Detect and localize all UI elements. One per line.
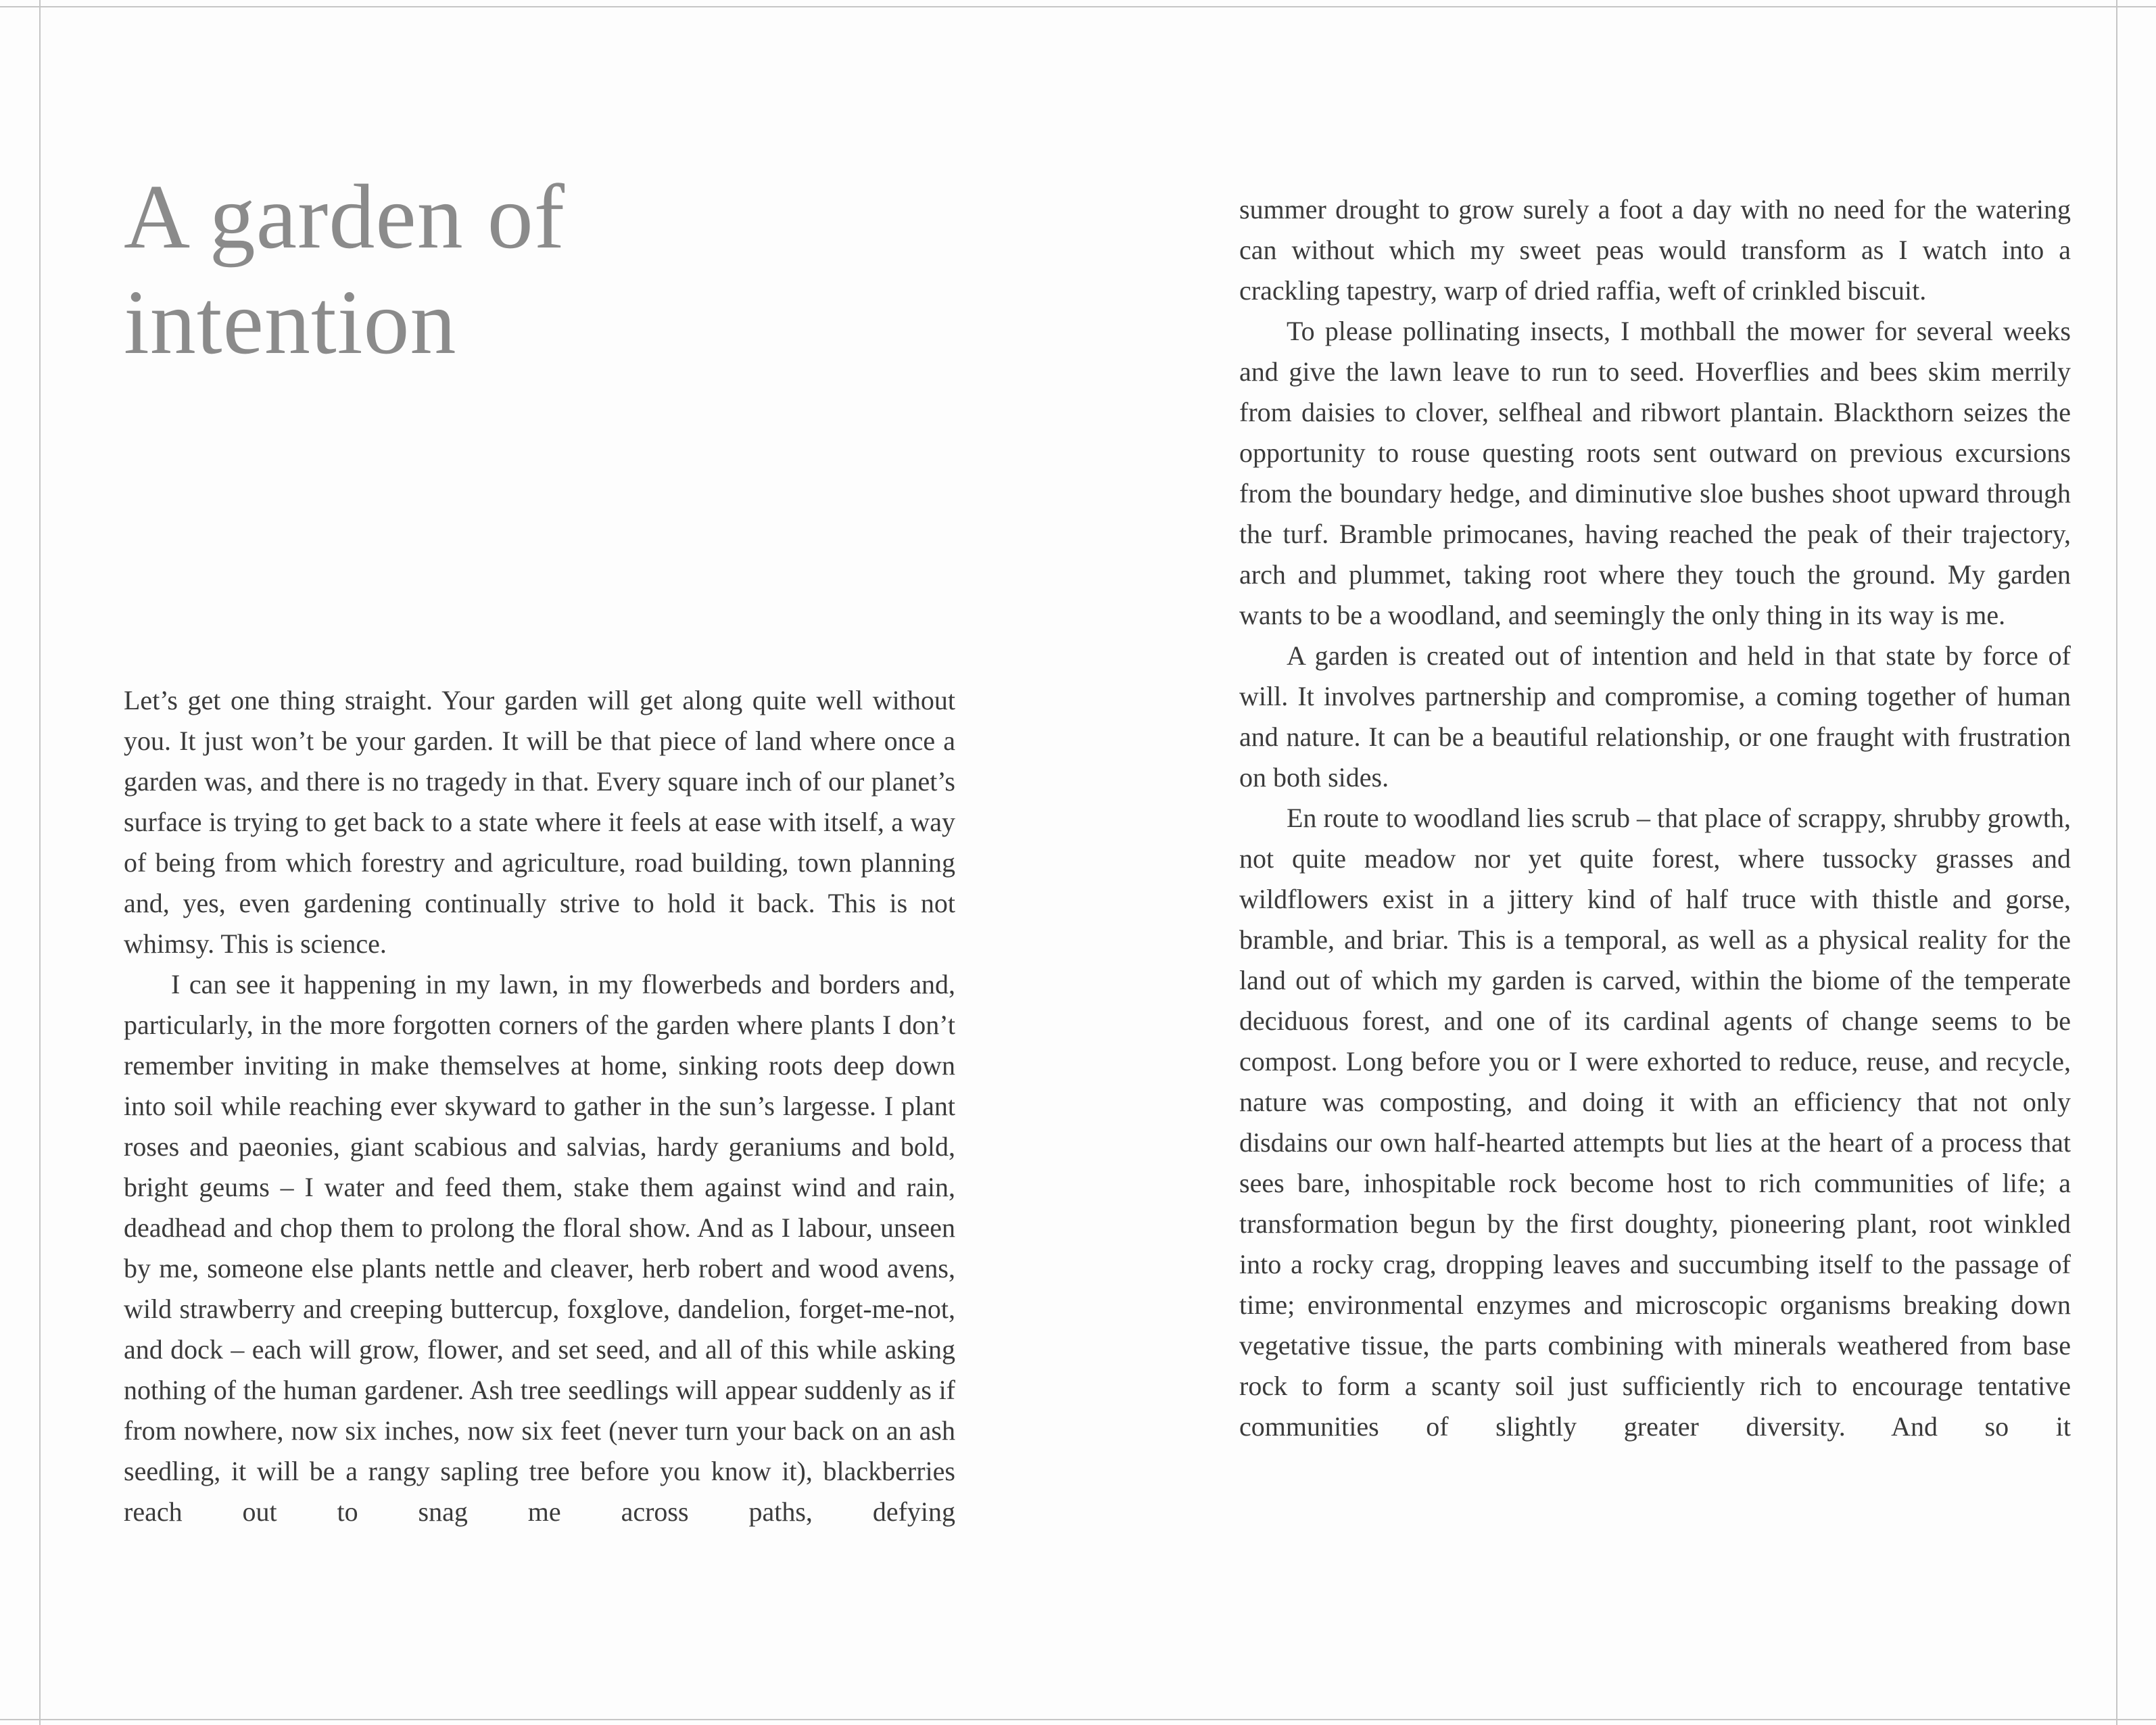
paragraph: To please pollinating insects, I mothball the mower for several weeks and give the lawn leave to run to seed. Hoverflies and bees skim merrily from daisies to clover, selfheal and ribwort plantain. Blackthorn seizes the opportunity to rouse questing roots sent outward on previous excursions from the boundary hedge, and diminutive sloe bushes shoot upward through the turf. Bramble primocanes, having reached the peak of their trajectory, arch and plummet, taking root where they touch the ground. My garden wants to be a woodland, and seemingly the only thing in its way is me.: [1239, 316, 2071, 630]
paragraph: A garden is created out of intention and held in that state by force of will. It involves partnership and compromise, a coming together of human and nature. It can be a beautiful relationship, or one fraught with frustration on both sides.: [1239, 640, 2071, 793]
page-edge-right: [2116, 0, 2117, 1725]
right-text-column: [1239, 189, 2071, 1447]
chapter-title-line-1: A garden of: [124, 166, 566, 268]
paragraph: summer drought to grow surely a foot a day with no need for the watering can without which my sweet peas would transform as I watch into a crackling tapestry, warp of dried raffia, weft of crinkled biscuit.: [1239, 194, 2071, 306]
paragraph: I can see it happening in my lawn, in my flowerbeds and borders and, particularly, in the more forgotten corners of the garden where plants I don’t remember inviting in make themselves at home, sinking roots deep down into soil while reaching ever skyward to gather in the sun’s largesse. I plant roses and paeonies, giant scabious and salvias, hardy geraniums and bold, bright geums – I water and feed them, stake them against wind and rain, deadhead and chop them to prolong the floral show. And as I labour, unseen by me, someone else plants nettle and cleaver, herb robert and wood avens, wild strawberry and creeping buttercup, foxglove, dandelion, forget-me-not, and dock – each will grow, flower, and set seed, and all of this while asking nothing of the human gardener. Ash tree seedlings will appear suddenly as if from nowhere, now six inches, now six feet (never turn your back on an ash seedling, it will be a rangy sapling tree before you know it), blackberries reach out to snag me across paths, defying: [124, 969, 955, 1527]
chapter-title: [124, 164, 565, 375]
page-edge-left: [39, 0, 41, 1725]
page-edge-bottom: [0, 1719, 2156, 1720]
left-text-column: [124, 680, 955, 1532]
chapter-title-line-2: intention: [124, 272, 457, 373]
paragraph: Let’s get one thing straight. Your garden will get along quite well without you. It just won’t be your garden. It will be that piece of land where once a garden was, and there is no tragedy in that. Every square inch of our planet’s surface is trying to get back to a state where it feels at ease with itself, a way of being from which forestry and agriculture, road building, town planning and, yes, even gardening continually strive to hold it back. This is not whimsy. This is science.: [124, 685, 955, 959]
page-edge-top: [0, 6, 2156, 7]
paragraph: En route to woodland lies scrub – that place of scrappy, shrubby growth, not quite meadow nor yet quite forest, where tussocky grasses and wildflowers exist in a jittery kind of half truce with thistle and gorse, bramble, and briar. This is a temporal, as well as a physical reality for the land out of which my garden is carved, within the biome of the temperate deciduous forest, and one of its cardinal agents of change seems to be compost. Long before you or I were exhorted to reduce, reuse, and recycle, nature was composting, and doing it with an efficiency that not only disdains our own half-hearted attempts but lies at the heart of a process that sees bare, inhospitable rock become host to rich communities of life; a transformation begun by the first doughty, pioneering plant, root winkled into a rocky crag, dropping leaves and succumbing itself to the passage of time; environmental enzymes and microscopic organisms breaking down vegetative tissue, the parts combining with minerals weathered from base rock to form a scanty soil just sufficiently rich to encourage tentative communities of slightly greater diversity. And so it: [1239, 803, 2071, 1442]
